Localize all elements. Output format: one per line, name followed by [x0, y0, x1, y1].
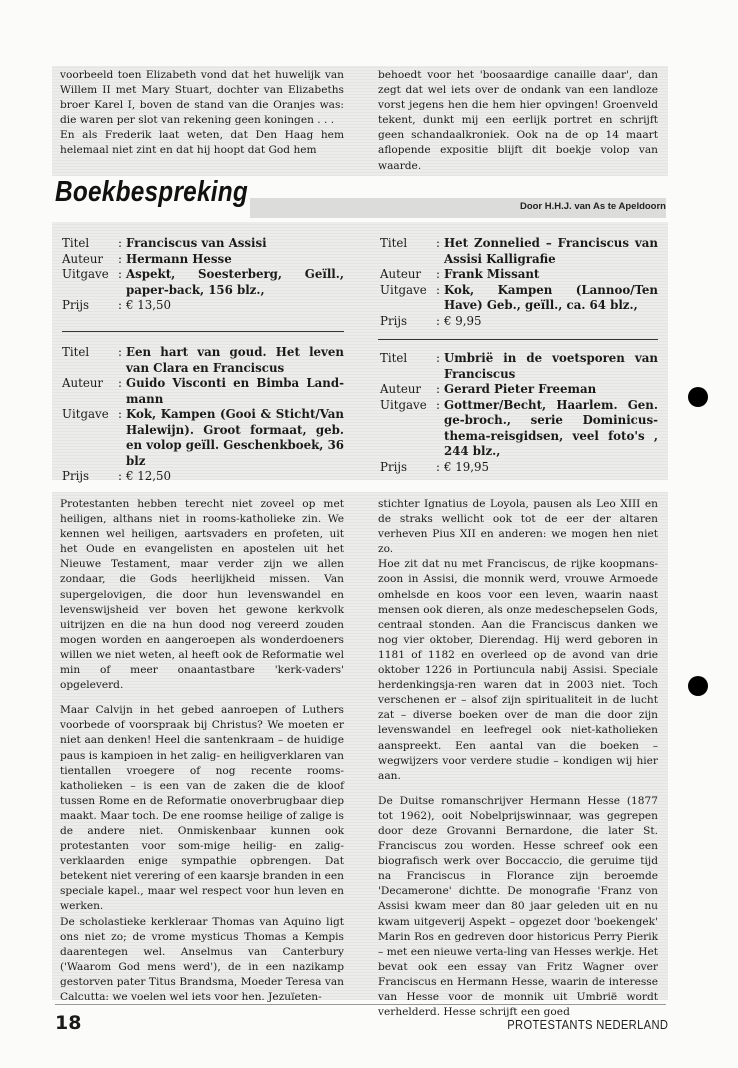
body-right-paragraph-2: Hoe zit dat nu met Franciscus, de rijke koopmans-zoon in Assisi, die monnik werd, vrouwe Armoede omhelsde en koos voor een leven, waarin naast mensen ook dieren, als onze medeschepselen Gods, centraal stonden. Aan die Franciscus danken we nog vier oktober, Dierendag. Hij werd geboren in 1181 of 1182 en overleed op de avond van drie oktober 1226 in Portiuncula nabij Assisi. Speciale herdenkingsja-ren waren dat in 2003 niet. Toch verschenen er – alsof zijn spiritualiteit in de lucht zat – diverse boeken over de man die door zijn levenswandel en leefregel ook niet-katholieken aanspreekt. Een aantal van die boeken – wegwijzers voor verdere studie – kondigen wij hier aan.	[378, 558, 658, 782]
colon: :	[436, 313, 440, 328]
book-4-title: Umbrië in de voetsporen van Franciscus	[444, 351, 658, 381]
label-prijs: Prijs	[62, 469, 90, 483]
book-entry-2	[62, 345, 344, 485]
book-3-publisher: Kok, Kampen (Lannoo/Ten Have) Geb., geïll., ca. 64 blz.,	[444, 282, 658, 312]
label-prijs: Prijs	[380, 313, 408, 328]
top-left-paragraph-1: voorbeeld toen Elizabeth vond dat het huwelijk van Willem II met Mary Stuart, dochter van Elizabeths broer Karel I, boven de stand van die Oranjes was: die waren per slot van rekening geen koningen . . .	[60, 69, 344, 127]
label-titel: Titel	[380, 351, 408, 365]
body-left-column	[60, 497, 344, 1005]
label-titel: Titel	[62, 236, 90, 250]
book-4-publisher: Gottmer/Becht, Haarlem. Gen. ge-broch., serie Dominicus-thema-reisgidsen, veel foto's , 244 blz.,	[444, 397, 658, 458]
book-4-price: € 19,95	[444, 459, 490, 474]
book-4-author: Gerard Pieter Freeman	[444, 382, 597, 396]
book-entry-3	[380, 236, 658, 329]
publication-name: PROTESTANTS NEDERLAND	[506, 1017, 668, 1032]
book-divider-left	[62, 331, 344, 332]
book-1-publisher: Aspekt, Soesterberg, Geïll., paper-back, 156 blz.,	[126, 267, 344, 297]
colon: :	[118, 469, 122, 483]
colon: :	[118, 345, 122, 359]
book-3-author: Frank Missant	[444, 267, 540, 281]
body-right-paragraph-1: stichter Ignatius de Loyola, pausen als Leo XIII en de straks wellicht ook tot de eer der altaren verheven Pius XII en anderen: we mogen hen niet zo.	[378, 498, 658, 556]
colon: :	[436, 236, 440, 250]
book-entry-1	[62, 236, 344, 314]
label-auteur: Auteur	[62, 251, 104, 266]
body-left-paragraph-3: De scholastieke kerkleraar Thomas van Aquino ligt ons niet zo; de vrome mysticus Thomas a Kempis daarentegen wel. Anselmus van Canterbury ('Waarom God mens werd'), de in een nazikamp gestorven pater Titus Brandsma, Moeder Teresa van Calcutta: we voelen wel iets voor hen. Jezuïeten-	[60, 915, 344, 1003]
colon: :	[118, 298, 122, 312]
body-right-paragraph-3: De Duitse romanschrijver Hermann Hesse (1877 tot 1962), ooit Nobelprijswinnaar, was gegrepen door deze Grovanni Bernardone, die later St. Franciscus zou worden. Hesse schreef ook een biografisch werk over Boccaccio, die geruime tijd na Franciscus in Florance zijn beroemde 'Decamerone' dichtte. De monografie 'Franz von Assisi kwam meer dan 80 jaar geleden uit en nu kwam uitgeverij Aspekt – opgezet door 'boekengek' Marin Ros en gedreven door historicus Perry Pierik – met een nieuwe verta-ling van Hesses werkje. Het bevat ook een essay van Fritz Wagner over Franciscus en Hermann Hesse, waarin de interesse van Hesse voor de monnik uit Umbrië wordt verhelderd. Hesse schrijft een goed	[378, 794, 658, 1019]
label-prijs: Prijs	[380, 459, 408, 474]
colon: :	[436, 459, 440, 474]
label-auteur: Auteur	[380, 267, 422, 281]
label-auteur: Auteur	[62, 376, 104, 390]
top-right-paragraph-1: behoedt voor het 'boosaardige canaille daar', dan zegt dat wel iets over de ondank van een landloze vorst jegens hen die hem hier opvingen! Groenveld tekent, dunkt mij een eerlijk portret en schrijft geen schandaalkroniek. Ook na de op 14 maart aflopende expositie blijft dit boekje volop van waarde.	[378, 69, 658, 172]
label-titel: Titel	[380, 236, 408, 250]
label-auteur: Auteur	[380, 382, 422, 396]
book-2-author: Guido Visconti en Bimba Land-mann	[126, 376, 344, 406]
page-number: 18	[55, 1012, 82, 1034]
colon: :	[118, 251, 122, 266]
book-3-title: Het Zonnelied – Franciscus van Assisi Kalligrafie	[444, 236, 658, 266]
colon: :	[436, 397, 440, 412]
book-divider-right	[378, 339, 658, 340]
label-titel: Titel	[62, 345, 90, 359]
label-uitgave: Uitgave	[62, 267, 109, 281]
body-right-column	[378, 497, 658, 1020]
book-2-publisher: Kok, Kampen (Gooi & Sticht/Van Halewijn). Groot formaat, geb. en volop geïll. Geschenkboek, 36 blz	[126, 407, 344, 468]
book-1-title: Franciscus van Assisi	[126, 236, 267, 250]
body-left-paragraph-2: Maar Calvijn in het gebed aanroepen of Luthers voorbede of voorspraak bij Christus? We moeten er niet aan denken! Heel die santenkraam – de huidige paus is kampioen in het zalig- en heiligverklaren van tientallen vroegere of nog recente rooms-katholieken – is een van de zaken die de kloof tussen Rome en de Reformatie onoverbrugbaar diep maakt. Maar toch. De ene roomse heilige of zalige is de andere niet. Onmiskenbaar kunnen ook protestanten voor som-mige heilig- en zalig-verklaarden enige sympathie opbrengen. Dat betekent niet verering of een kaarsje branden in een speciale kapel., maar wel respect voor hun leven en werken.	[60, 704, 344, 913]
binder-hole-top	[688, 387, 708, 407]
book-1-price: € 13,50	[126, 298, 172, 312]
label-uitgave: Uitgave	[380, 282, 427, 297]
footer-rule	[55, 1004, 666, 1005]
book-2-title: Een hart van goud. Het leven van Clara en Franciscus	[126, 345, 344, 375]
top-left-paragraph-2: En als Frederik laat weten, dat Den Haag hem helemaal niet zint en dat hij hoopt dat God hem	[60, 129, 344, 157]
byline: Door H.H.J. van As te Apeldoorn	[519, 201, 666, 212]
colon: :	[436, 267, 440, 281]
label-uitgave: Uitgave	[62, 407, 109, 421]
book-2-price: € 12,50	[126, 469, 172, 483]
colon: :	[436, 282, 440, 297]
top-right-column	[378, 68, 658, 174]
book-3-price: € 9,95	[444, 313, 482, 328]
colon: :	[118, 236, 122, 250]
colon: :	[436, 351, 440, 365]
colon: :	[118, 376, 122, 390]
colon: :	[118, 267, 122, 281]
colon: :	[118, 407, 122, 421]
label-uitgave: Uitgave	[380, 397, 427, 412]
colon: :	[436, 382, 440, 396]
top-left-column	[60, 68, 344, 159]
book-entry-4	[380, 351, 658, 475]
body-left-paragraph-1: Protestanten hebben terecht niet zoveel op met heiligen, althans niet in rooms-katholieke zin. We kennen wel heiligen, aartsvaders en profeten, uit het Oude en evangelisten en apostelen uit het Nieuwe Testament, maar verder zijn we allen zondaar, die Gods heerlijkheid missen. Van supergelovigen, die door hun levenswandel en levenswijsheid ver boven het gewone kerkvolk uitrijzen en die na hun dood nog vereerd zouden mogen worden en aangeroepen als wonderdoeners willen we niet weten, al heeft ook de Reformatie wel min of meer onaantastbare 'kerk-vaders' opgeleverd.	[60, 498, 344, 692]
section-title: Boekbespreking	[55, 176, 249, 208]
book-1-author: Hermann Hesse	[126, 251, 232, 266]
binder-hole-bottom	[688, 676, 708, 696]
label-prijs: Prijs	[62, 298, 90, 312]
